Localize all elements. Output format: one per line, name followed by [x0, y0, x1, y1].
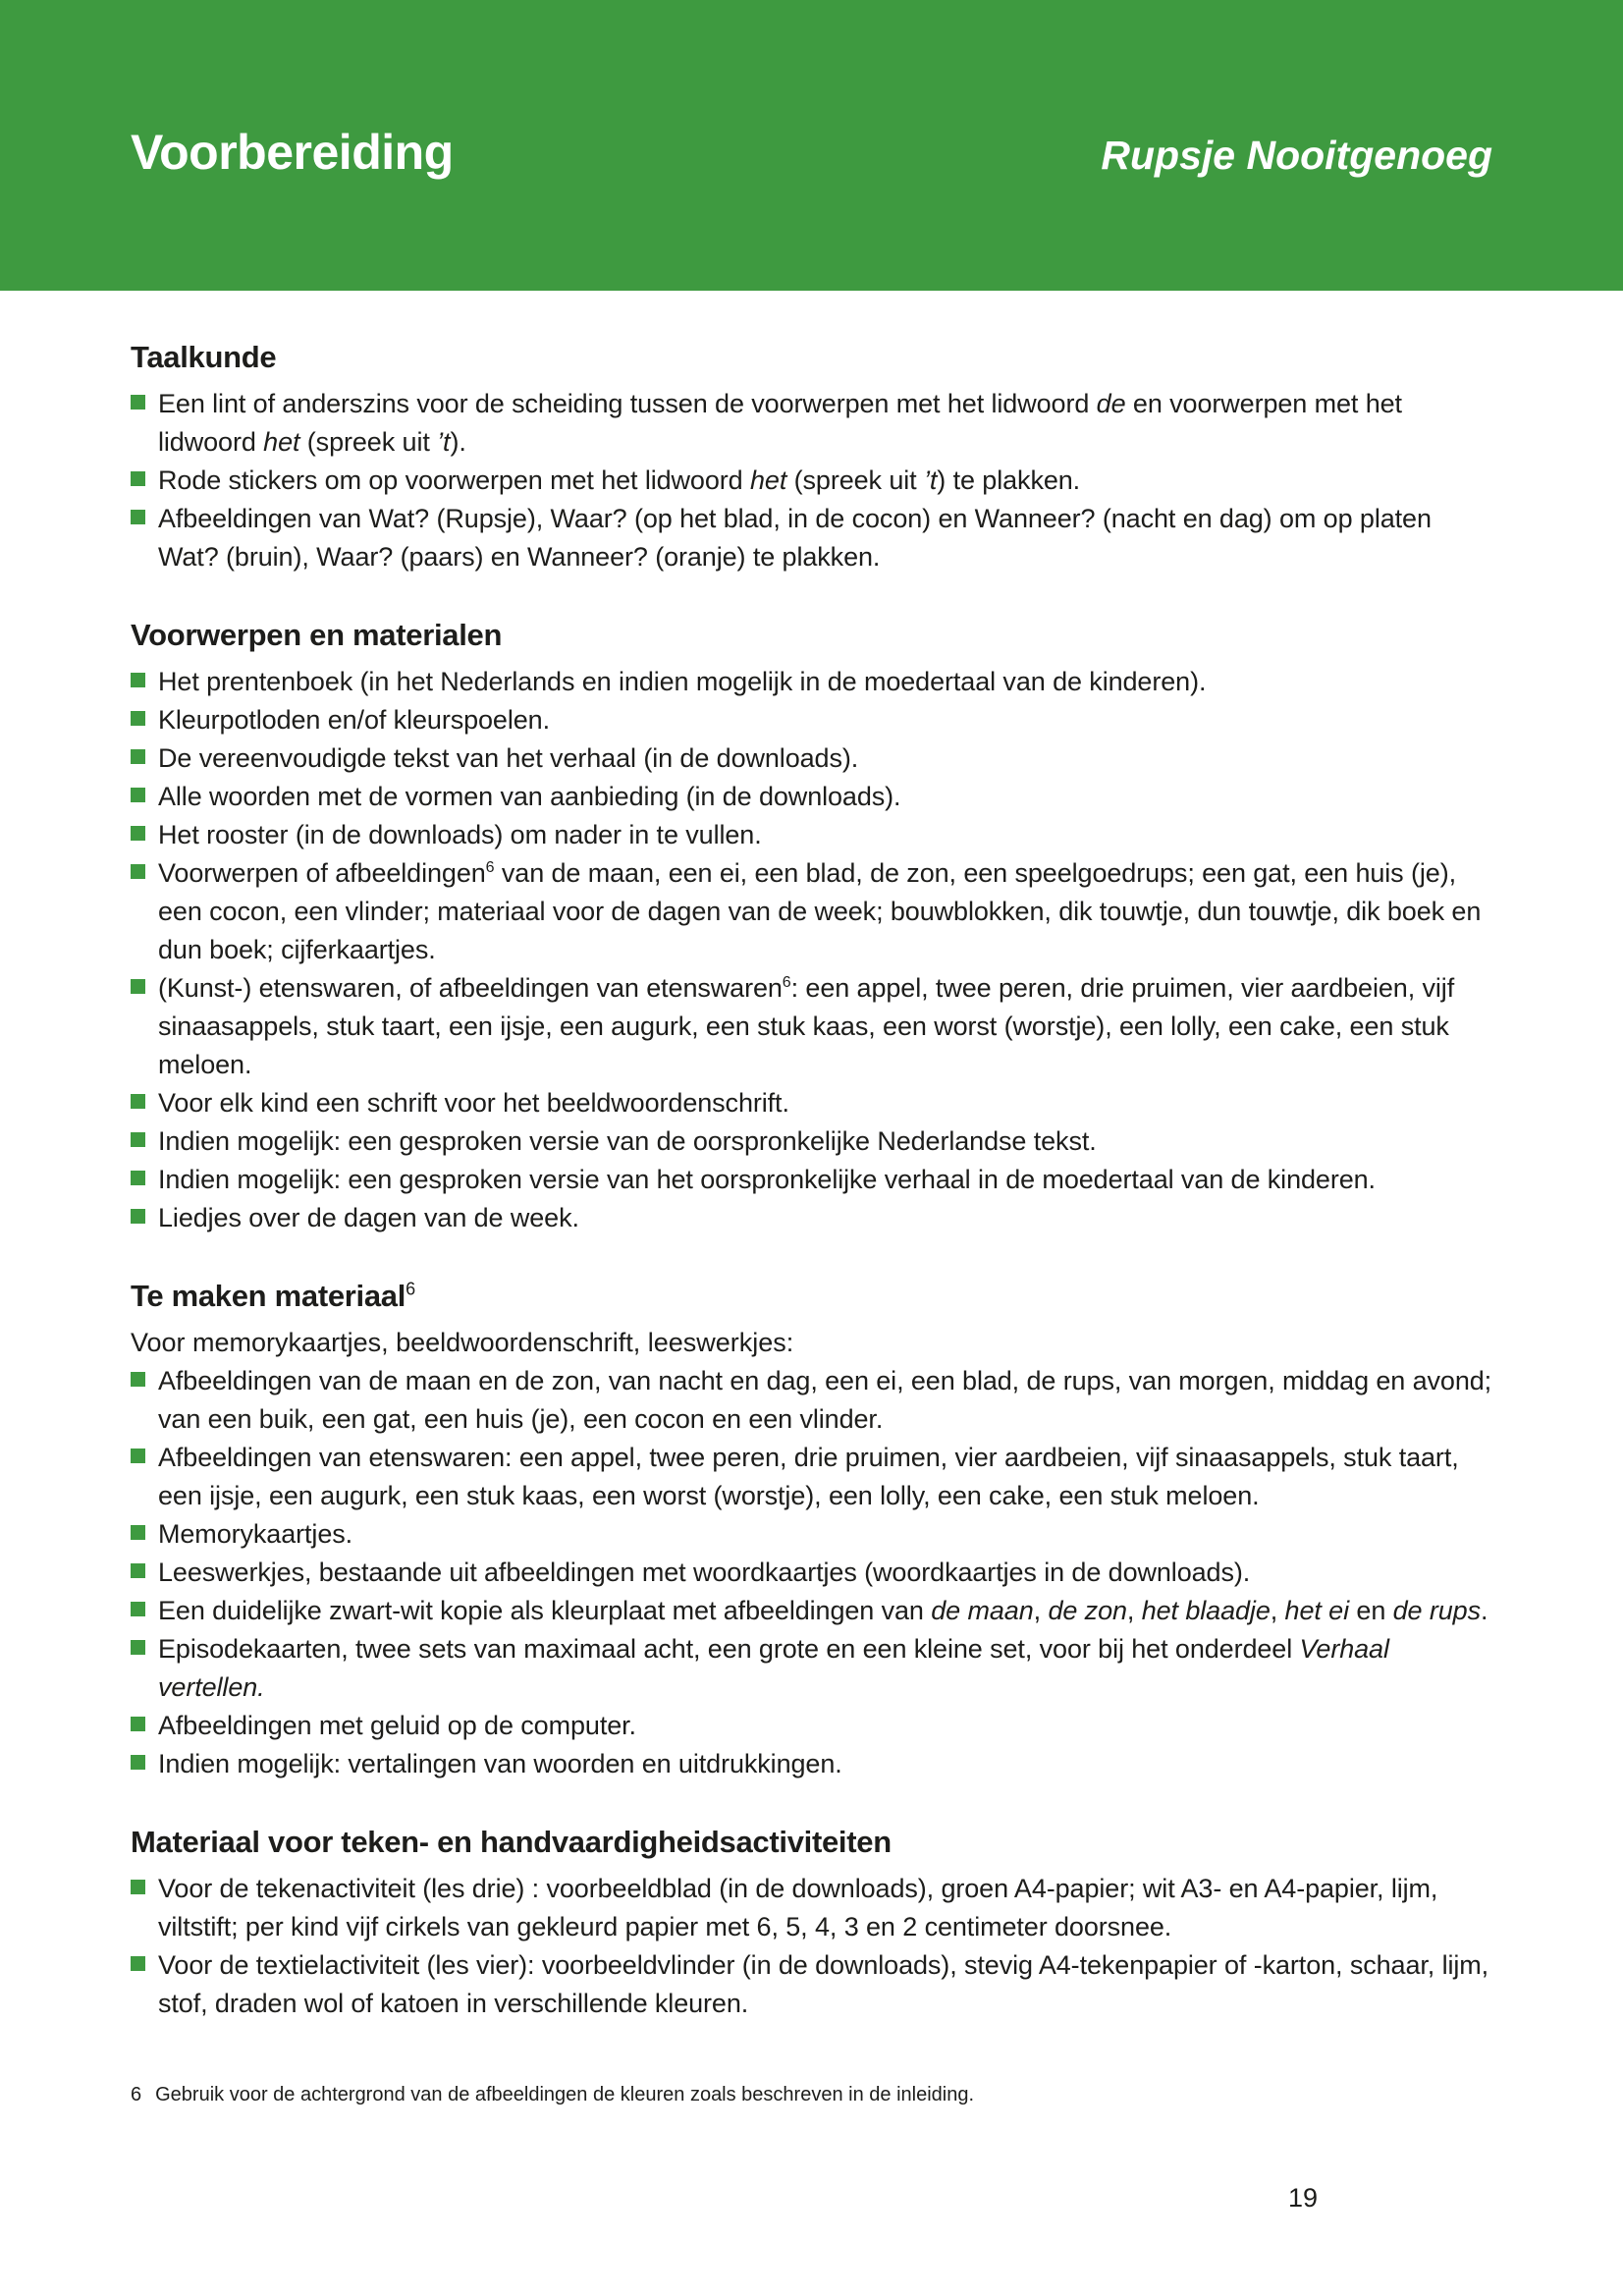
list-item	[131, 1630, 1495, 1707]
section-intro: Voor memorykaartjes, beeldwoordenschrift, leeswerkjes:	[131, 1328, 794, 1357]
list-item	[131, 1946, 1495, 2023]
page-title: Voorbereiding	[131, 125, 454, 180]
list-item-text: Voor de tekenactiviteit (les drie) : voorbeeldblad (in de downloads), groen A4-papier; wit A3- en A4-papier, lijm, viltstift; per kind vijf cirkels van gekleurd papier met 6, 5, 4, 3 en 2 centimeter doorsnee.	[158, 1874, 1438, 1941]
list-item	[131, 462, 1495, 500]
list-item	[131, 854, 1495, 969]
bullet-square-icon	[131, 711, 145, 726]
section	[131, 340, 1495, 576]
header-banner	[0, 0, 1623, 291]
bullet-square-icon	[131, 1880, 145, 1894]
footnote-ref: 6	[485, 859, 495, 876]
section	[131, 1279, 1495, 1783]
list-item-text: Kleurpotloden en/of kleurspoelen.	[158, 705, 550, 735]
bullet-square-icon	[131, 749, 145, 764]
bullet-square-icon	[131, 1372, 145, 1387]
list-item	[131, 500, 1495, 576]
bullet-square-icon	[131, 1563, 145, 1578]
list-item-text: Een duidelijke zwart-wit kopie als kleurplaat met afbeeldingen van de maan, de zon, het blaadje, het ei en de rups.	[158, 1596, 1488, 1625]
list-item	[131, 385, 1495, 462]
list-item-text: Indien mogelijk: een gesproken versie van het oorspronkelijke verhaal in de moedertaal van de kinderen.	[158, 1165, 1376, 1194]
footnote-text: Gebruik voor de achtergrond van de afbeeldingen de kleuren zoals beschreven in de inleiding.	[155, 2084, 975, 2105]
list-item	[131, 1745, 1495, 1783]
list-item	[131, 1707, 1495, 1745]
list-item-text: Het rooster (in de downloads) om nader in te vullen.	[158, 820, 762, 849]
footnote-ref: 6	[782, 974, 791, 991]
list-item-text: Het prentenboek (in het Nederlands en indien mogelijk in de moedertaal van de kinderen).	[158, 667, 1207, 696]
list-item	[131, 1439, 1495, 1515]
bullet-square-icon	[131, 471, 145, 486]
list-item	[131, 1554, 1495, 1592]
list-item	[131, 1592, 1495, 1630]
list-item-text: Voor de textielactiviteit (les vier): voorbeeldvlinder (in de downloads), stevig A4-tekenpapier of -karton, schaar, lijm, stof, draden wol of katoen in verschillende kleuren.	[158, 1950, 1489, 2018]
list-item-text: De vereenvoudigde tekst van het verhaal (in de downloads).	[158, 743, 859, 773]
bullet-square-icon	[131, 788, 145, 802]
list-item-text: Afbeeldingen van de maan en de zon, van nacht en dag, een ei, een blad, de rups, van morgen, middag en avond; van een buik, een gat, een huis (je), een cocon en een vlinder.	[158, 1366, 1492, 1434]
section	[131, 618, 1495, 1237]
page-number: 19	[1288, 2183, 1319, 2213]
bullet-square-icon	[131, 1449, 145, 1463]
list-item	[131, 1122, 1495, 1161]
list-item-text: Voorwerpen of afbeeldingen$^6$ van de maan, een ei, een blad, de zon, een speelgoedrups; een gat, een huis (je), een cocon, een vlinder; materiaal voor de dagen van de week; bouwblokken, dik touwtje, dun touwtje, dik boek en dun boek; cijferkaartjes.	[158, 858, 1482, 964]
section-heading: Voorwerpen en materialen	[131, 618, 503, 652]
list-item	[131, 1870, 1495, 1946]
list-item	[131, 1362, 1495, 1439]
bullet-square-icon	[131, 1717, 145, 1731]
bullet-square-icon	[131, 1171, 145, 1185]
list-item-text: Een lint of anderszins voor de scheiding tussen de voorwerpen met het lidwoord de en voorwerpen met het lidwoord het (spreek uit ’t).	[158, 389, 1402, 457]
list-item	[131, 816, 1495, 854]
list-item-text: Indien mogelijk: vertalingen van woorden en uitdrukkingen.	[158, 1749, 842, 1778]
list-item	[131, 969, 1495, 1084]
bullet-square-icon	[131, 1525, 145, 1540]
list-item-text: Indien mogelijk: een gesproken versie van de oorspronkelijke Nederlandse tekst.	[158, 1126, 1097, 1156]
footnote	[131, 2082, 974, 2107]
bullet-square-icon	[131, 864, 145, 879]
list-item-text: Memorykaartjes.	[158, 1519, 353, 1549]
list-item	[131, 1161, 1495, 1199]
list-item-text: Afbeeldingen met geluid op de computer.	[158, 1711, 636, 1740]
list-item	[131, 663, 1495, 701]
bullet-square-icon	[131, 1209, 145, 1224]
list-item	[131, 1515, 1495, 1554]
bullet-square-icon	[131, 510, 145, 524]
list-item	[131, 739, 1495, 778]
list-item-text: Voor elk kind een schrift voor het beeldwoordenschrift.	[158, 1088, 789, 1118]
list-item-text: Alle woorden met de vormen van aanbieding (in de downloads).	[158, 782, 901, 811]
list-item	[131, 701, 1495, 739]
list-item	[131, 778, 1495, 816]
list-item-text: Rode stickers om op voorwerpen met het lidwoord het (spreek uit ’t) te plakken.	[158, 465, 1081, 495]
footnote-marker: 6	[131, 2084, 142, 2105]
bullet-square-icon	[131, 1132, 145, 1147]
section-heading: Te maken materiaal$^6$	[131, 1279, 415, 1313]
list-item-text: Leeswerkjes, bestaande uit afbeeldingen met woordkaartjes (woordkaartjes in de downloads).	[158, 1558, 1251, 1587]
bullet-square-icon	[131, 1755, 145, 1770]
footnote-ref: 6	[406, 1279, 415, 1299]
bullet-square-icon	[131, 979, 145, 994]
list-item	[131, 1084, 1495, 1122]
content	[0, 340, 1623, 2023]
section-heading: Taalkunde	[131, 340, 277, 374]
bullet-square-icon	[131, 1640, 145, 1655]
bullet-square-icon	[131, 1956, 145, 1971]
list-item-text: Afbeeldingen van etenswaren: een appel, twee peren, drie pruimen, vier aardbeien, vijf sinaasappels, stuk taart, een ijsje, een augurk, een stuk kaas, een worst (worstje), een lolly, een cake, een stuk meloen.	[158, 1443, 1459, 1510]
list-item-text: Episodekaarten, twee sets van maximaal acht, een grote en een kleine set, voor bij het onderdeel Verhaal vertellen.	[158, 1634, 1389, 1702]
bullet-square-icon	[131, 395, 145, 410]
section	[131, 1825, 1495, 2023]
list-item-text: Liedjes over de dagen van de week.	[158, 1203, 579, 1232]
section-heading: Materiaal voor teken- en handvaardigheidsactiviteiten	[131, 1825, 892, 1859]
bullet-square-icon	[131, 826, 145, 841]
bullet-square-icon	[131, 1094, 145, 1109]
list-item-text: (Kunst-) etenswaren, of afbeeldingen van etenswaren$^6$: een appel, twee peren, drie pruimen, vier aardbeien, vijf sinaasappels, stuk taart, een ijsje, een augurk, een stuk kaas, een worst (worstje), een lolly, een cake, een stuk meloen.	[158, 973, 1455, 1079]
list-item	[131, 1199, 1495, 1237]
list-item-text: Afbeeldingen van Wat? (Rupsje), Waar? (op het blad, in de cocon) en Wanneer? (nacht en dag) om op platen Wat? (bruin), Waar? (paars) en Wanneer? (oranje) te plakken.	[158, 504, 1432, 572]
chapter-title: Rupsje Nooitgenoeg	[1101, 133, 1492, 178]
bullet-square-icon	[131, 673, 145, 687]
bullet-square-icon	[131, 1602, 145, 1616]
